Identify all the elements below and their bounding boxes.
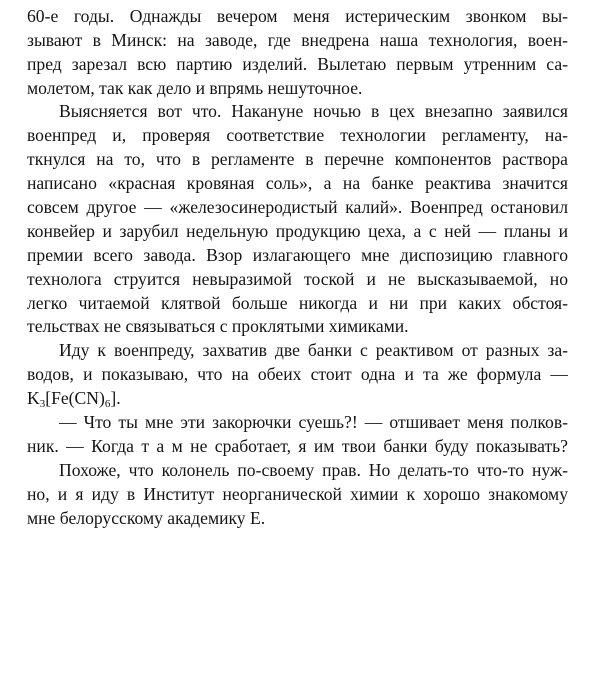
text-fragment: ник. — Когда bbox=[27, 436, 134, 456]
text-line: — Что ты мне эти закорючки суешь?! — отшивает меня полков- bbox=[59, 412, 568, 432]
text-line: мне белорусскому академику Е. bbox=[27, 508, 266, 528]
text-line bbox=[27, 434, 568, 458]
text-line: премии всего завода. Взор излагающего мне диспозицию главного bbox=[27, 245, 568, 265]
text-line: водов, и показываю, что на обеих стоит одна и та же формула — bbox=[27, 364, 568, 384]
text-line: 60-е годы. Однажды вечером меня истерическим звонком вы- bbox=[27, 6, 568, 26]
formula-part: ]. bbox=[110, 388, 121, 408]
formula-subscript: 3 bbox=[39, 398, 46, 410]
text-line: технолога струится невыразимой тоской и не высказываемой, но bbox=[27, 269, 568, 289]
formula-subscript: 6 bbox=[104, 398, 111, 410]
text-line: Выясняется вот что. Накануне ночью в цех внезапно заявился bbox=[59, 101, 568, 121]
text-line: военпред и, проверяя соответствие технологии регламенту, на- bbox=[27, 125, 568, 145]
text-fragment: не сработает, я им твои банки буду показывать? bbox=[190, 436, 568, 456]
text-line: конвейер и зарубил недельную продукцию цеха, а с ней — планы и bbox=[27, 221, 568, 241]
formula-part: [Fe(CN) bbox=[45, 388, 105, 408]
spaced-word: т а м bbox=[141, 436, 183, 456]
text-line: легко читаемой клятвой больше никогда и ни при каких обстоя- bbox=[27, 293, 568, 313]
text-line: тельствах не связываться с проклятыми химиками. bbox=[27, 316, 409, 336]
text-line: написано «красная кровяная соль», а на банке реактива значится bbox=[27, 173, 568, 193]
text-line: но, и я иду в Институт неорганической химии к хорошо знакомому bbox=[27, 484, 568, 504]
text-line: зывают в Минск: на заводе, где внедрена наша технология, воен- bbox=[27, 30, 568, 50]
text-line: пред зарезал всю партию изделий. Вылетаю первым утренним са- bbox=[27, 54, 568, 74]
text-line: Похоже, что колонель по-своему прав. Но делать-то что-то нуж- bbox=[59, 460, 568, 480]
text-line: Иду к военпреду, захватив две банки с реактивом от разных за- bbox=[59, 340, 568, 360]
chemical-formula-line bbox=[27, 386, 568, 410]
text-line: молетом, так как дело и впрямь нешуточное. bbox=[27, 78, 363, 98]
text-line: ткнулся на то, что в регламенте в перечне компонентов раствора bbox=[27, 149, 568, 169]
formula-part: K bbox=[27, 388, 40, 408]
text-line: совсем другое — «железосинеродистый калий». Военпред остановил bbox=[27, 197, 568, 217]
